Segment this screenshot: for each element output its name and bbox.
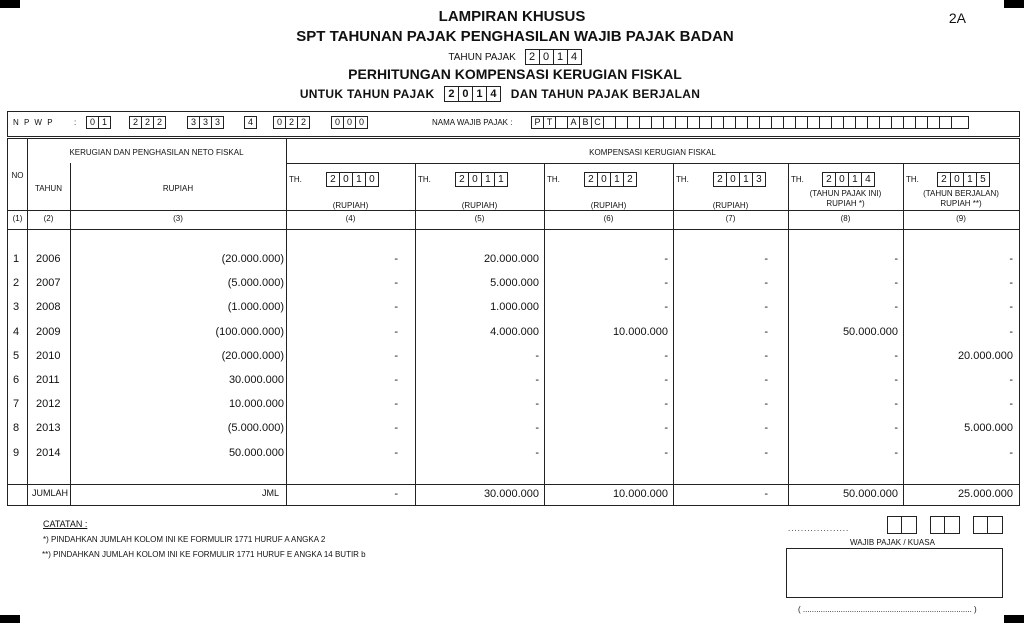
comp-year-sub2: (RUPIAH) — [712, 201, 749, 210]
row-tahun: 2010 — [36, 350, 61, 362]
digit-box[interactable]: 0 — [469, 172, 482, 187]
row-rupiah[interactable]: (20.000.000) — [221, 350, 284, 362]
total-c7[interactable]: - — [764, 488, 768, 500]
form-title: LAMPIRAN KHUSUS — [438, 8, 586, 25]
row-rupiah[interactable]: (20.000.000) — [221, 253, 284, 265]
npwp-digit[interactable]: 2 — [298, 116, 310, 129]
digit-box[interactable]: 2 — [455, 172, 469, 187]
nama-wajib-pajak-label: NAMA WAJIB PAJAK : — [432, 118, 513, 127]
row-c8[interactable]: - — [894, 374, 898, 386]
th-label: TH. — [791, 175, 804, 184]
npwp-digit[interactable]: 3 — [200, 116, 212, 129]
nama-char-box[interactable] — [880, 116, 892, 129]
npwp-group-5 — [273, 116, 310, 129]
comp-year-header — [906, 172, 990, 187]
npwp-digit[interactable]: 2 — [129, 116, 142, 129]
comp-year-boxes — [937, 172, 990, 187]
row-c5[interactable]: 1.000.000 — [490, 301, 539, 313]
digit-box[interactable]: 4 — [568, 49, 582, 65]
npwp-label: N P W P — [13, 118, 55, 127]
registration-mark-bottom-right — [1004, 615, 1024, 623]
row-c8[interactable]: - — [894, 253, 898, 265]
row-tahun: 2013 — [36, 422, 61, 434]
th-label: TH. — [906, 175, 919, 184]
comp-year-sub1: (TAHUN PAJAK INI) — [809, 189, 882, 198]
row-no: 8 — [13, 422, 20, 434]
comp-year-header — [289, 172, 379, 187]
row-c8[interactable]: - — [894, 301, 898, 313]
nama-char-box[interactable] — [700, 116, 712, 129]
col-header-no: NO — [11, 171, 24, 180]
comp-year-sub2: (RUPIAH) — [590, 201, 627, 210]
npwp-digit[interactable]: 1 — [99, 116, 111, 129]
digit-box[interactable]: 2 — [584, 172, 598, 187]
comp-year-boxes — [326, 172, 379, 187]
npwp-colon: : — [74, 118, 78, 127]
colnum-bottom-line — [8, 229, 1019, 230]
group-header-kompensasi: KOMPENSASI KERUGIAN FISKAL — [589, 148, 716, 157]
digit-box[interactable]: 0 — [340, 172, 353, 187]
row-c5[interactable]: - — [535, 447, 539, 459]
comp-year-sub2: (RUPIAH) — [332, 201, 369, 210]
untuk-tahun-row — [0, 86, 1000, 102]
row-rupiah[interactable]: 50.000.000 — [228, 447, 284, 459]
digit-box[interactable]: 1 — [473, 86, 487, 102]
col-number: (2) — [43, 214, 54, 223]
total-c9[interactable]: 25.000.000 — [957, 488, 1013, 500]
digit-box[interactable]: 4 — [487, 86, 501, 102]
comp-year-boxes — [584, 172, 637, 187]
row-c7[interactable]: - — [764, 422, 768, 434]
nama-char-box[interactable] — [904, 116, 916, 129]
npwp-group-3 — [187, 116, 224, 129]
npwp-digit[interactable]: 3 — [187, 116, 200, 129]
digit-box[interactable]: 1 — [964, 172, 977, 187]
untuk-label: UNTUK TAHUN PAJAK — [299, 86, 435, 101]
digit-box[interactable]: 0 — [598, 172, 611, 187]
digit-box[interactable]: 2 — [624, 172, 637, 187]
nama-char-box[interactable] — [748, 116, 760, 129]
digit-box[interactable]: 1 — [495, 172, 508, 187]
col-number: (5) — [474, 214, 485, 223]
digit-box[interactable]: 2 — [326, 172, 340, 187]
nama-char-box[interactable] — [856, 116, 868, 129]
digit-box[interactable]: 0 — [951, 172, 964, 187]
npwp-digit[interactable]: 2 — [154, 116, 166, 129]
comp-year-header — [791, 172, 875, 187]
row-c9[interactable]: - — [1009, 326, 1013, 338]
row-rupiah[interactable]: (100.000.000) — [215, 326, 284, 338]
nama-char-box[interactable] — [820, 116, 832, 129]
row-rupiah[interactable]: 30.000.000 — [228, 374, 284, 386]
berjalan-label: DAN TAHUN PAJAK BERJALAN — [510, 86, 701, 101]
npwp-group-6 — [331, 116, 368, 129]
row-tahun: 2011 — [36, 374, 60, 386]
row-c8[interactable]: - — [894, 447, 898, 459]
nama-char-box[interactable] — [844, 116, 856, 129]
catatan-label: CATATAN : — [43, 519, 88, 529]
row-c7[interactable]: - — [764, 253, 768, 265]
nama-char-box[interactable] — [664, 116, 676, 129]
row-c8[interactable]: 50.000.000 — [842, 326, 898, 338]
row-c7[interactable]: - — [764, 398, 768, 410]
row-tahun: 2007 — [36, 277, 61, 289]
row-c9[interactable]: - — [1009, 277, 1013, 289]
col-number: (9) — [956, 214, 966, 223]
row-c4[interactable]: - — [394, 350, 398, 362]
row-c4[interactable]: - — [394, 326, 398, 338]
row-c7[interactable]: - — [764, 447, 768, 459]
row-c4[interactable]: - — [394, 301, 398, 313]
row-c6[interactable]: - — [664, 277, 668, 289]
row-c8[interactable]: - — [894, 350, 898, 362]
row-no: 3 — [13, 301, 20, 313]
section-title: PERHITUNGAN KOMPENSASI KERUGIAN FISKAL — [348, 66, 682, 82]
date-box-year[interactable] — [973, 516, 1003, 534]
comp-year-sub2: (RUPIAH) — [461, 201, 498, 210]
row-no: 5 — [13, 350, 20, 362]
note-1: *) PINDAHKAN JUMLAH KOLOM INI KE FORMULIR 1771 HURUF A ANGKA 2 — [43, 535, 326, 544]
npwp-digit[interactable]: 0 — [331, 116, 344, 129]
row-c7[interactable]: - — [764, 326, 768, 338]
row-c7[interactable]: - — [764, 301, 768, 313]
row-c9[interactable]: 5.000.000 — [964, 422, 1013, 434]
row-no: 9 — [13, 447, 20, 459]
nama-char-box[interactable] — [616, 116, 628, 129]
th-label: TH. — [418, 175, 431, 184]
col-number: (8) — [840, 214, 851, 223]
signature-box[interactable] — [786, 548, 1003, 598]
npwp-digit[interactable]: 3 — [212, 116, 224, 129]
date-box-day[interactable] — [887, 516, 917, 534]
row-c5[interactable]: - — [535, 374, 539, 386]
digit-box[interactable]: 0 — [366, 172, 379, 187]
row-c5[interactable]: - — [535, 398, 539, 410]
row-rupiah[interactable]: 10.000.000 — [228, 398, 284, 410]
npwp-group-2 — [129, 116, 166, 129]
nama-char-box[interactable] — [952, 116, 969, 129]
row-c4[interactable]: - — [394, 398, 398, 410]
row-c6[interactable]: 10.000.000 — [612, 326, 668, 338]
digit-box[interactable]: 2 — [937, 172, 951, 187]
npwp-digit[interactable]: 2 — [142, 116, 154, 129]
digit-box[interactable]: 2 — [525, 49, 540, 65]
nama-char-box[interactable] — [772, 116, 784, 129]
col-number: (4) — [345, 214, 356, 223]
kompensasi-table — [7, 138, 1020, 506]
digit-box[interactable]: 2 — [444, 86, 459, 102]
digit-box[interactable]: 0 — [836, 172, 849, 187]
registration-mark-top-right — [1004, 0, 1024, 8]
row-rupiah[interactable]: (5.000.000) — [227, 277, 284, 289]
header-divider — [286, 163, 1019, 164]
comp-year-sub1: (TAHUN BERJALAN) — [923, 189, 999, 198]
header-bottom-line — [8, 210, 1019, 211]
col-divider — [286, 139, 287, 505]
signer-name-line[interactable]: ( ............................................................................ ) — [798, 605, 977, 614]
nama-char-box[interactable] — [604, 116, 616, 129]
row-tahun: 2008 — [36, 301, 61, 313]
nama-char-box[interactable] — [628, 116, 640, 129]
nama-char-box[interactable] — [640, 116, 652, 129]
npwp-digit[interactable]: 0 — [273, 116, 286, 129]
comp-year-header — [676, 172, 766, 187]
untuk-year-boxes — [444, 86, 501, 102]
row-c6[interactable]: - — [664, 447, 668, 459]
digit-box[interactable]: 1 — [353, 172, 366, 187]
row-c6[interactable]: - — [664, 253, 668, 265]
row-rupiah[interactable]: (1.000.000) — [227, 301, 284, 313]
th-label: TH. — [547, 175, 560, 184]
digit-box[interactable]: 4 — [862, 172, 875, 187]
total-c5[interactable]: 30.000.000 — [483, 488, 539, 500]
registration-mark-bottom-left — [0, 615, 20, 623]
digit-box[interactable]: 0 — [540, 49, 554, 65]
comp-year-sub2: RUPIAH **) — [940, 199, 982, 208]
tahun-pajak-boxes — [525, 49, 582, 65]
row-c7[interactable]: - — [764, 374, 768, 386]
row-c6[interactable]: - — [664, 374, 668, 386]
row-c8[interactable]: - — [894, 277, 898, 289]
row-no: 2 — [13, 277, 20, 289]
row-c9[interactable]: - — [1009, 253, 1013, 265]
row-c9[interactable]: - — [1009, 398, 1013, 410]
row-c7[interactable]: - — [764, 350, 768, 362]
nama-char-box[interactable] — [940, 116, 952, 129]
nama-char-box[interactable] — [796, 116, 808, 129]
comp-year-header — [547, 172, 637, 187]
row-c4[interactable]: - — [394, 447, 398, 459]
nama-char-box[interactable] — [724, 116, 736, 129]
row-tahun: 2006 — [36, 253, 61, 265]
total-c8[interactable]: 50.000.000 — [842, 488, 898, 500]
comp-year-boxes — [822, 172, 875, 187]
registration-mark-top-left — [0, 0, 20, 8]
nama-char-box[interactable]: B — [580, 116, 592, 129]
comp-year-boxes — [713, 172, 766, 187]
digit-box[interactable]: 1 — [482, 172, 495, 187]
nama-char-box[interactable] — [652, 116, 664, 129]
col-header-rupiah: RUPIAH — [162, 184, 194, 193]
comp-year-sub2: RUPIAH *) — [826, 199, 865, 208]
nama-char-box[interactable] — [760, 116, 772, 129]
digit-box[interactable]: 0 — [459, 86, 473, 102]
col-divider — [27, 139, 28, 505]
form-code: 2A — [948, 10, 966, 26]
total-c6[interactable]: 10.000.000 — [612, 488, 668, 500]
npwp-digit[interactable]: 4 — [244, 116, 257, 129]
row-c6[interactable]: - — [664, 350, 668, 362]
row-c5[interactable]: 4.000.000 — [490, 326, 539, 338]
date-box-month[interactable] — [930, 516, 960, 534]
comp-year-header — [418, 172, 508, 187]
digit-box[interactable]: 1 — [554, 49, 568, 65]
row-c5[interactable]: - — [535, 350, 539, 362]
nama-char-box[interactable] — [736, 116, 748, 129]
nama-char-box[interactable] — [688, 116, 700, 129]
row-c5[interactable]: 20.000.000 — [483, 253, 539, 265]
npwp-digit[interactable]: 0 — [356, 116, 368, 129]
col-number: (1) — [12, 214, 23, 223]
total-label: JUMLAH — [32, 488, 69, 498]
row-c9[interactable]: - — [1009, 374, 1013, 386]
row-no: 1 — [13, 253, 20, 265]
digit-box[interactable]: 5 — [977, 172, 990, 187]
row-c5[interactable]: - — [535, 422, 539, 434]
nama-char-box[interactable] — [808, 116, 820, 129]
form-subtitle: SPT TAHUNAN PAJAK PENGHASILAN WAJIB PAJAK BADAN — [296, 28, 734, 45]
tahun-pajak-row — [0, 49, 1024, 65]
nama-char-box[interactable] — [832, 116, 844, 129]
col-header-tahun: TAHUN — [35, 184, 62, 193]
npwp-digit[interactable]: 0 — [86, 116, 99, 129]
col-number: (6) — [603, 214, 614, 223]
col-number: (3) — [173, 214, 183, 223]
row-c6[interactable]: - — [664, 398, 668, 410]
signature-label: WAJIB PAJAK / KUASA — [850, 538, 935, 547]
row-c4[interactable]: - — [394, 277, 398, 289]
row-c6[interactable]: - — [664, 422, 668, 434]
nama-char-box[interactable]: T — [544, 116, 556, 129]
row-no: 4 — [13, 326, 20, 338]
nama-char-box[interactable] — [712, 116, 724, 129]
total-jml-label: JML — [262, 488, 280, 498]
digit-box[interactable]: 1 — [740, 172, 753, 187]
row-c8[interactable]: - — [894, 422, 898, 434]
nama-wajib-pajak-boxes[interactable] — [531, 116, 969, 129]
row-rupiah[interactable]: (5.000.000) — [227, 422, 284, 434]
digit-box[interactable]: 1 — [611, 172, 624, 187]
sign-place-dots: ................... — [788, 524, 850, 533]
nama-char-box[interactable] — [868, 116, 880, 129]
npwp-group-4 — [244, 116, 257, 129]
row-no: 7 — [13, 398, 20, 410]
nama-char-box[interactable] — [916, 116, 928, 129]
row-c9[interactable]: 20.000.000 — [957, 350, 1013, 362]
digit-box[interactable]: 1 — [849, 172, 862, 187]
total-top-line — [8, 484, 1019, 485]
note-2: **) PINDAHKAN JUMLAH KOLOM INI KE FORMULIR 1771 HURUF E ANGKA 14 BUTIR b — [42, 550, 366, 559]
npwp-group-1 — [86, 116, 111, 129]
npwp-digit[interactable]: 0 — [344, 116, 356, 129]
row-c4[interactable]: - — [394, 422, 398, 434]
row-tahun: 2014 — [36, 447, 61, 459]
total-c4[interactable]: - — [394, 488, 398, 500]
th-label: TH. — [289, 175, 302, 184]
row-c4[interactable]: - — [394, 374, 398, 386]
row-c9[interactable]: - — [1009, 447, 1013, 459]
col-number: (7) — [725, 214, 736, 223]
row-c6[interactable]: - — [664, 301, 668, 313]
identity-strip — [7, 111, 1020, 137]
row-tahun: 2009 — [36, 326, 61, 338]
row-tahun: 2012 — [36, 398, 61, 410]
nama-char-box[interactable] — [892, 116, 904, 129]
row-c7[interactable]: - — [764, 277, 768, 289]
row-c8[interactable]: - — [894, 398, 898, 410]
group-header-kerugian: KERUGIAN DAN PENGHASILAN NETO FISKAL — [69, 148, 244, 157]
row-c9[interactable]: - — [1009, 301, 1013, 313]
nama-char-box[interactable]: C — [592, 116, 604, 129]
row-c5[interactable]: 5.000.000 — [490, 277, 539, 289]
nama-char-box[interactable] — [928, 116, 940, 129]
th-label: TH. — [676, 175, 689, 184]
tahun-pajak-label: TAHUN PAJAK — [448, 51, 516, 63]
row-no: 6 — [13, 374, 20, 386]
digit-box[interactable]: 2 — [713, 172, 727, 187]
comp-year-boxes — [455, 172, 508, 187]
row-c4[interactable]: - — [394, 253, 398, 265]
digit-box[interactable]: 0 — [727, 172, 740, 187]
nama-char-box[interactable] — [784, 116, 796, 129]
nama-char-box[interactable]: P — [531, 116, 544, 129]
nama-char-box[interactable] — [676, 116, 688, 129]
nama-char-box[interactable] — [556, 116, 568, 129]
digit-box[interactable]: 2 — [822, 172, 836, 187]
nama-char-box[interactable]: A — [568, 116, 580, 129]
digit-box[interactable]: 3 — [753, 172, 766, 187]
npwp-digit[interactable]: 2 — [286, 116, 298, 129]
